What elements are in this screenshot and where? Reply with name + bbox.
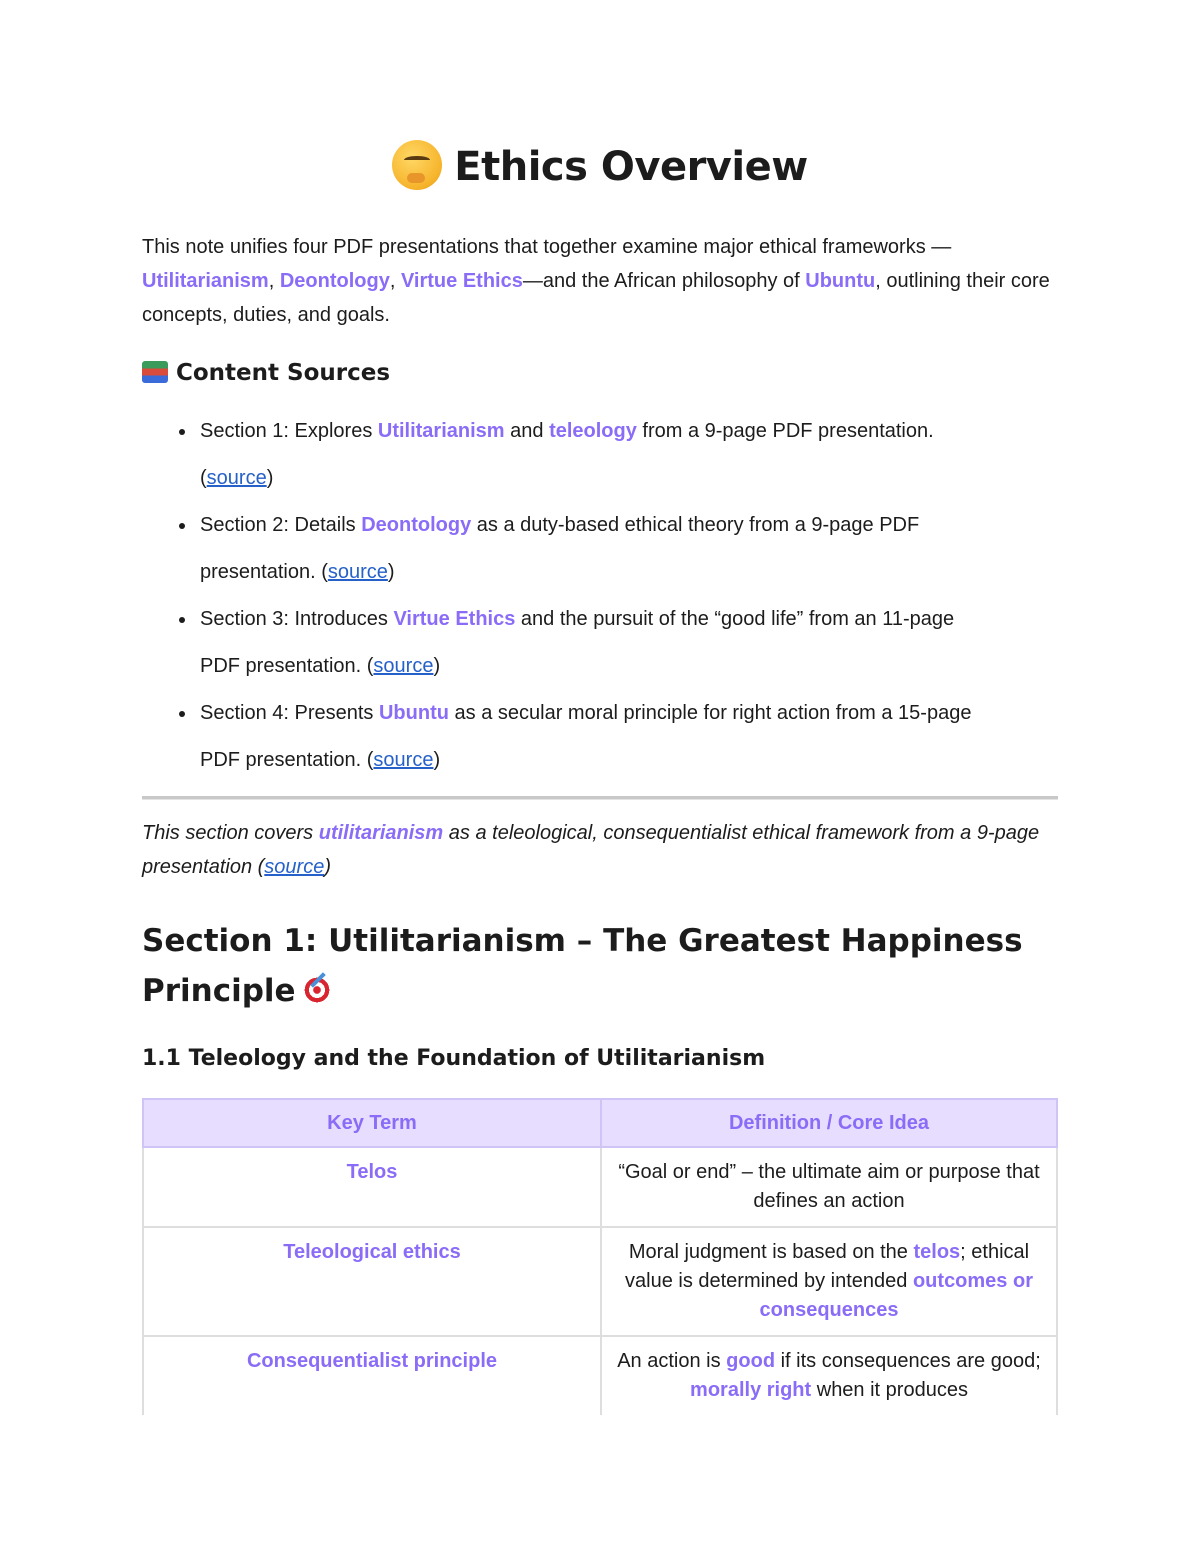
section-note <box>142 816 1058 884</box>
item-text: as a duty-based ethical theory from a 9-page PDF presentation. ( <box>200 514 920 583</box>
term-highlight: good <box>726 1350 776 1372</box>
list-item <box>200 690 990 784</box>
definition-cell <box>601 1336 1057 1415</box>
item-text: ) <box>433 749 441 771</box>
column-header: Key Term <box>143 1099 601 1147</box>
table-row <box>143 1147 1057 1227</box>
term-highlight: Deontology <box>361 514 472 536</box>
key-terms-table <box>142 1098 1058 1415</box>
content-sources-heading <box>142 360 390 386</box>
intro-text: This note unifies four PDF presentations that together examine major ethical frameworks — <box>142 236 952 258</box>
definition-cell <box>601 1147 1057 1227</box>
books-icon <box>142 361 168 383</box>
definition-text: Moral judgment is based on the <box>628 1241 914 1263</box>
item-text: Section 4: Presents <box>200 702 379 724</box>
definition-cell <box>601 1227 1057 1336</box>
note-text: as a teleological, consequentialist ethical framework from a 9-page presentation ( <box>142 822 1040 878</box>
item-text: as a secular moral principle for right action from a 15-page PDF presentation. ( <box>200 702 972 771</box>
note-text: ) <box>324 856 331 878</box>
term-cell: Teleological ethics <box>143 1227 601 1336</box>
thinking-face-icon <box>392 140 442 190</box>
divider <box>142 796 1058 800</box>
item-text: and <box>504 420 550 442</box>
item-text: and the pursuit of the “good life” from an 11-page PDF presentation. ( <box>200 608 955 677</box>
sources-list <box>142 408 1000 784</box>
item-text: ) <box>433 655 441 677</box>
term-highlight: morally right <box>690 1379 812 1401</box>
term-highlight: utilitarianism <box>318 822 444 844</box>
source-link[interactable]: source <box>206 467 267 489</box>
intro-text: , outlining their core concepts, duties, and goals. <box>142 270 1050 326</box>
term-highlight: Virtue Ethics <box>393 608 516 630</box>
definition-text: “Goal or end” – the ultimate aim or purpose that defines an action <box>618 1161 1040 1212</box>
list-item <box>200 408 990 502</box>
item-text: ) <box>387 561 395 583</box>
page-title <box>142 140 1058 190</box>
term-cell: Telos <box>143 1147 601 1227</box>
term-highlight: Utilitarianism <box>377 420 505 442</box>
term-highlight: telos <box>913 1241 961 1263</box>
item-text: Section 1: Explores <box>200 420 378 442</box>
intro-paragraph <box>142 230 1058 332</box>
list-item <box>200 502 990 596</box>
term-ubuntu: Ubuntu <box>805 270 876 292</box>
term-highlight: outcomes or consequences <box>759 1270 1033 1321</box>
table-row <box>143 1227 1057 1336</box>
item-text: Section 2: Details <box>200 514 362 536</box>
definition-text: An action is <box>617 1350 727 1372</box>
source-link[interactable]: source <box>373 655 434 677</box>
list-item <box>200 596 990 690</box>
definition-text: if its consequences are good; <box>775 1350 1041 1372</box>
item-text: from a 9-page PDF presentation. ( <box>200 420 934 489</box>
source-link[interactable]: source <box>373 749 434 771</box>
term-highlight: teleology <box>549 420 637 442</box>
source-link[interactable]: source <box>264 856 325 878</box>
intro-sep: , <box>268 270 280 292</box>
term-cell: Consequentialist principle <box>143 1336 601 1415</box>
item-text: ) <box>266 467 274 489</box>
table-row <box>143 1336 1057 1415</box>
intro-text: —and the African philosophy of <box>522 270 806 292</box>
term-virtue-ethics: Virtue Ethics <box>400 270 523 292</box>
heading-text: Content Sources <box>176 360 391 386</box>
section-heading <box>142 916 1042 1016</box>
intro-sep: , <box>389 270 401 292</box>
table-header-row <box>143 1099 1057 1147</box>
term-highlight: Ubuntu <box>378 702 449 724</box>
item-text: Section 3: Introduces <box>200 608 394 630</box>
term-utilitarianism: Utilitarianism <box>142 270 269 292</box>
term-deontology: Deontology <box>279 270 390 292</box>
title-text: Ethics Overview <box>454 144 808 190</box>
subsection-heading: 1.1 Teleology and the Foundation of Utilitarianism <box>142 1046 766 1071</box>
heading-text: Section 1: Utilitarianism – The Greatest Happiness Principle <box>142 923 1023 1009</box>
definition-text: ; ethical value is determined by intended <box>625 1241 1030 1292</box>
note-text: This section covers <box>142 822 319 844</box>
column-header: Definition / Core Idea <box>601 1099 1057 1147</box>
source-link[interactable]: source <box>327 561 388 583</box>
target-icon <box>302 975 332 1005</box>
definition-text: when it produces <box>811 1379 968 1401</box>
